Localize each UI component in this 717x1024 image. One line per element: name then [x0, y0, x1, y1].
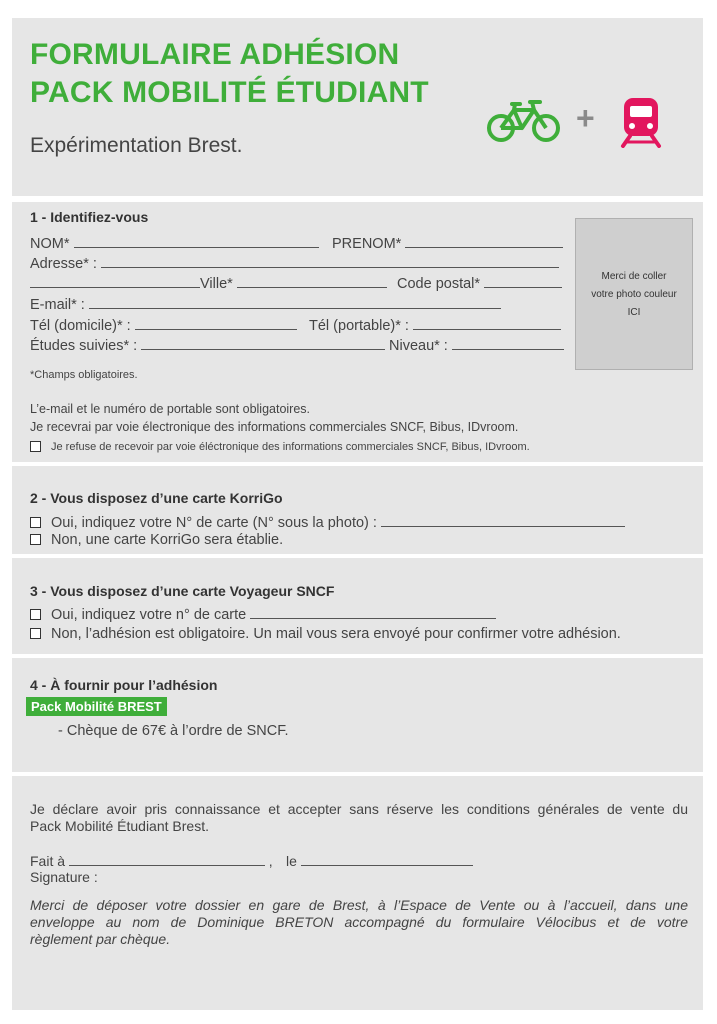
- info-line1: L’e-mail et le numéro de portable sont obligatoires.: [30, 402, 311, 416]
- form-title-line2: PACK MOBILITÉ ÉTUDIANT: [30, 76, 429, 109]
- required-note: *Champs obligatoires.: [30, 369, 138, 381]
- nom-field[interactable]: [74, 233, 319, 248]
- fait-a-field[interactable]: [69, 851, 265, 866]
- date-field[interactable]: [301, 851, 473, 866]
- email-row: [30, 294, 501, 313]
- prenom-row: [332, 233, 563, 252]
- section2-heading: 2 - Vous disposez d’une carte KorriGo: [30, 490, 283, 506]
- tel-domicile-label: Tél (domicile)* :: [30, 318, 131, 334]
- etudes-field[interactable]: [141, 335, 385, 350]
- korrigo-card-number-field[interactable]: [381, 512, 625, 527]
- code-postal-field[interactable]: [484, 273, 562, 288]
- adresse-field-line2[interactable]: [30, 273, 200, 288]
- fait-a-row: [30, 851, 273, 869]
- declaration-line2: Pack Mobilité Étudiant Brest.: [30, 818, 209, 834]
- comma-separator: ,: [268, 853, 273, 869]
- adresse-field[interactable]: [101, 253, 559, 268]
- cheque-item: - Chèque de 67€ à l’ordre de SNCF.: [58, 723, 289, 739]
- adresse-row: [30, 253, 559, 272]
- etudes-label: Études suivies* :: [30, 338, 138, 354]
- korrigo-no-checkbox[interactable]: [30, 534, 41, 545]
- email-field[interactable]: [89, 294, 501, 309]
- fait-a-label: Fait à: [30, 853, 66, 869]
- declaration-line1: Je déclare avoir pris connaissance et accepter sans réserve les conditions générales de vente du: [30, 801, 688, 817]
- tel-domicile-row: [30, 315, 297, 334]
- sncf-no-row: [30, 626, 621, 642]
- form-subtitle: Expérimentation Brest.: [30, 134, 243, 157]
- sncf-no-checkbox[interactable]: [30, 628, 41, 639]
- nom-row: [30, 233, 319, 252]
- niveau-field[interactable]: [452, 335, 564, 350]
- korrigo-no-row: [30, 532, 283, 548]
- sncf-card-number-field[interactable]: [250, 604, 496, 619]
- etudes-row: [30, 335, 385, 354]
- date-row: [286, 851, 473, 869]
- train-icon: [620, 96, 662, 148]
- code-postal-row: [397, 273, 562, 292]
- section3-heading: 3 - Vous disposez d’une carte Voyageur SNCF: [30, 583, 335, 599]
- sncf-yes-row: [30, 604, 496, 623]
- tel-portable-row: [309, 315, 561, 334]
- sncf-no-label: Non, l’adhésion est obligatoire. Un mail vous sera envoyé pour confirmer votre adhésion.: [51, 626, 621, 642]
- section4-heading: 4 - À fournir pour l’adhésion: [30, 677, 218, 693]
- refuse-option: [30, 441, 530, 453]
- niveau-row: [389, 335, 564, 354]
- form-title-line1: FORMULAIRE ADHÉSION: [30, 38, 400, 71]
- bicycle-icon: [486, 98, 562, 146]
- photo-instruction-line1: Merci de coller: [601, 271, 667, 282]
- niveau-label: Niveau* :: [389, 338, 448, 354]
- ville-row: [30, 273, 387, 292]
- deposit-line2: enveloppe au nom de Dominique BRETON accompagné du formulaire Vélocibus et de votre: [30, 914, 688, 930]
- refuse-option-label: Je refuse de recevoir par voie éléctronique des informations commerciales SNCF, Bibus, IDvroom.: [51, 441, 530, 453]
- photo-placeholder: [575, 218, 693, 370]
- deposit-line1: Merci de déposer votre dossier en gare de Brest, à l’Espace de Vente ou à l’accueil, dans une: [30, 897, 688, 913]
- photo-instruction-line3: ICI: [627, 307, 641, 318]
- email-label: E-mail* :: [30, 297, 85, 313]
- korrigo-yes-checkbox[interactable]: [30, 517, 41, 528]
- tel-domicile-field[interactable]: [135, 315, 297, 330]
- le-label: le: [286, 853, 297, 869]
- photo-instruction-line2: votre photo couleur: [591, 289, 677, 300]
- ville-label: Ville*: [200, 276, 233, 292]
- refuse-checkbox[interactable]: [30, 441, 41, 452]
- plus-sign: +: [576, 100, 595, 136]
- signature-label: Signature :: [30, 869, 98, 885]
- sncf-yes-checkbox[interactable]: [30, 609, 41, 620]
- prenom-field[interactable]: [405, 233, 563, 248]
- nom-label: NOM*: [30, 236, 70, 252]
- deposit-line3: règlement par chèque.: [30, 931, 171, 947]
- info-line2: Je recevrai par voie électronique des informations commerciales SNCF, Bibus, IDvroom.: [30, 420, 519, 434]
- adresse-label: Adresse* :: [30, 256, 97, 272]
- code-postal-label: Code postal*: [397, 276, 481, 292]
- ville-field[interactable]: [237, 273, 387, 288]
- pack-badge: Pack Mobilité BREST: [26, 697, 167, 716]
- tel-portable-label: Tél (portable)* :: [309, 318, 409, 334]
- tel-portable-field[interactable]: [413, 315, 561, 330]
- section1-heading: 1 - Identifiez-vous: [30, 209, 149, 225]
- sncf-yes-label: Oui, indiquez votre n° de carte: [51, 607, 247, 623]
- korrigo-no-label: Non, une carte KorriGo sera établie.: [51, 532, 284, 548]
- prenom-label: PRENOM*: [332, 236, 402, 252]
- korrigo-yes-label: Oui, indiquez votre N° de carte (N° sous la photo) :: [51, 515, 377, 531]
- korrigo-yes-row: [30, 512, 625, 531]
